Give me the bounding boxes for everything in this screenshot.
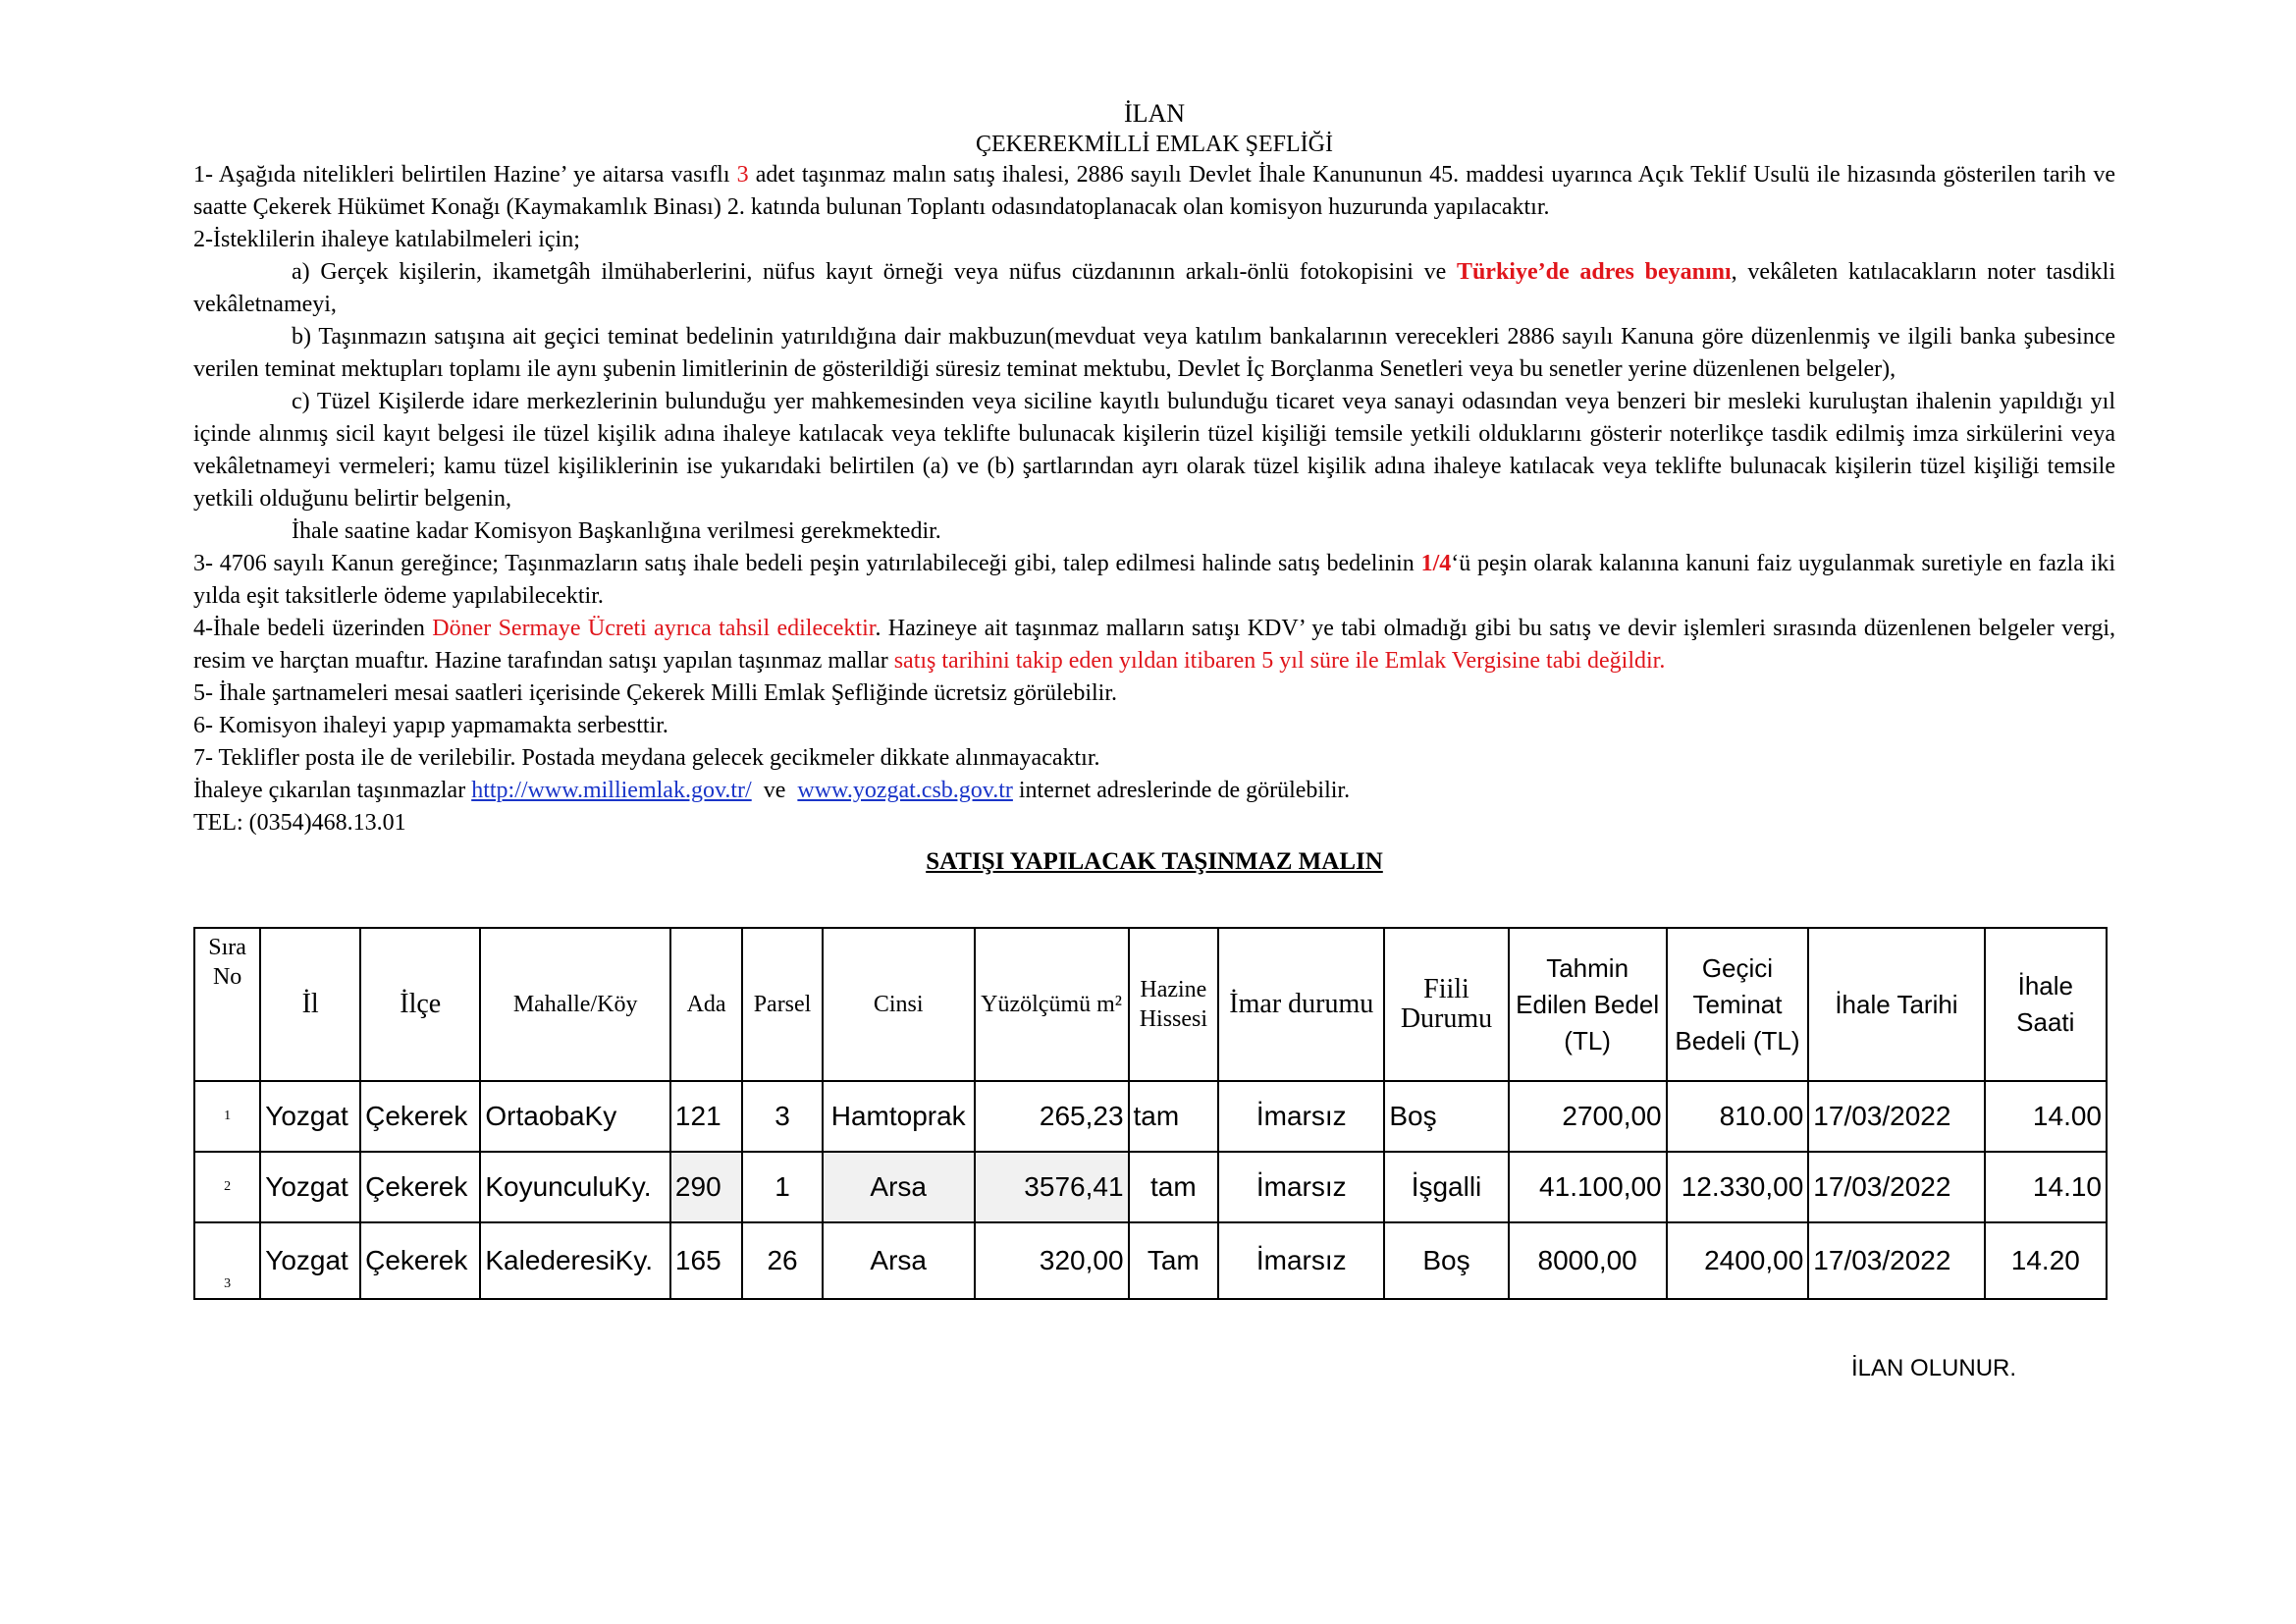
cell-saat: 14.10 [1985, 1152, 2107, 1222]
header-imar: İmar durumu [1218, 928, 1384, 1081]
row-number: 3 [194, 1222, 260, 1299]
cell-cinsi: Arsa [823, 1222, 975, 1299]
table-row [194, 1081, 2107, 1152]
header-yuzolcumu: Yüzölçümü m² [975, 928, 1129, 1081]
cell-imar: İmarsız [1218, 1081, 1384, 1152]
cell-ada: 121 [670, 1081, 742, 1152]
header-fiili: Fiili Durumu [1384, 928, 1508, 1081]
cell-tarih: 17/03/2022 [1808, 1081, 1984, 1152]
cell-ada: 290 [670, 1152, 742, 1222]
cell-tahmin: 2700,00 [1509, 1081, 1667, 1152]
cell-tarih: 17/03/2022 [1808, 1222, 1984, 1299]
row-number: 1 [194, 1081, 260, 1152]
clause-2-deadline: İhale saatine kadar Komisyon Başkanlığına verilmesi gerekmektedir. [292, 518, 941, 544]
cell-imar: İmarsız [1218, 1152, 1384, 1222]
cell-ilce: Çekerek [360, 1081, 480, 1152]
phone-line: TEL: (0354)468.13.01 [193, 810, 406, 836]
table-header-row [194, 928, 2107, 1081]
closing-statement: İLAN OLUNUR. [1851, 1355, 2017, 1381]
cell-gecici: 12.330,00 [1667, 1152, 1809, 1222]
cell-fiili: Boş [1384, 1081, 1508, 1152]
clause-2a-text: a) Gerçek kişilerin, ikametgâh ilmühaberlerini, nüfus kayıt örneği veya nüfus cüzdanının arkalı-önlü fotokopisini ve [292, 259, 1457, 285]
header-ada: Ada [670, 928, 742, 1081]
clause-2a-text-rest: , vekâleten katılacakların noter tasdikli vekâletnameyi, [193, 259, 2115, 317]
row-number: 2 [194, 1152, 260, 1222]
cell-gecici: 810.00 [1667, 1081, 1809, 1152]
clause-1-text-rest: adet taşınmaz malın satış ihalesi, 2886 sayılı Devlet İhale Kanununun 45. maddesi uyarınca Açık Teklif Usulü ile hizasında gösterilen tarih ve saatte Çekerek Hükümet Konağı (Kaymakamlık Binası) 2. katında bulunan Toplantı odasındatoplanacak olan komisyon huzurunda yapılacaktır. [193, 162, 2115, 220]
cell-hazine: tam [1129, 1081, 1219, 1152]
clause-1-text: 1- Aşağıda nitelikleri belirtilen Hazine’ ye aitarsa vasıflı [193, 162, 737, 188]
clause-2c: c) Tüzel Kişilerde idare merkezlerinin bulunduğu yer mahkemesinden veya siciline kayıtlı bulunduğu ticaret veya sanayi odasından veya benzeri bir mesleki kuruluştan ihalenin yapıldığı yıl içinde alınmış sicil kayıt belgesi ile tüzel kişilik adına ihaleye katılacak veya teklifte bulunacak kişilerin tüzel kişiliği temsile yetkili olduklarını gösterir noterlikçe tasdik edilmiş imza sirkülerini veya vekâletnameyi vermeleri; kamu tüzel kişiliklerinin ise yukarıdaki belirtilen (a) ve (b) şartlarından ayrı olarak tüzel kişilik adına ihaleye katılacak veya teklifte bulunacak kişilerin tüzel kişiliği temsile yetkili olduğunu belirtir belgenin, [193, 389, 2115, 512]
cell-cinsi: Arsa [823, 1152, 975, 1222]
cell-cinsi: Hamtoprak [823, 1081, 975, 1152]
header-gecici: Geçici Teminat Bedeli (TL) [1667, 928, 1809, 1081]
clause-4 [193, 613, 2115, 677]
clause-3 [193, 548, 2115, 613]
cell-mahalle: KoyunculuKy. [480, 1152, 670, 1222]
document-title: İLAN [1123, 99, 1186, 128]
cell-saat: 14.00 [1985, 1081, 2107, 1152]
clause-5: 5- İhale şartnameleri mesai saatleri içerisinde Çekerek Milli Emlak Şefliğinde ücretsiz görülebilir. [193, 680, 1118, 706]
cell-fiili: İşgalli [1384, 1152, 1508, 1222]
announcement-body [193, 98, 2115, 877]
installment-fraction: 1/4 [1420, 551, 1452, 576]
links-line-separator: ve [751, 778, 798, 803]
cell-yuzolcumu: 3576,41 [975, 1152, 1129, 1222]
header-mahalle: Mahalle/Köy [480, 928, 670, 1081]
cell-hazine: tam [1129, 1152, 1219, 1222]
table-row [194, 1152, 2107, 1222]
cell-ilce: Çekerek [360, 1152, 480, 1222]
clause-6: 6- Komisyon ihaleyi yapıp yapmamakta serbesttir. [193, 713, 668, 738]
header-saat: İhale Saati [1985, 928, 2107, 1081]
cell-fiili: Boş [1384, 1222, 1508, 1299]
cell-gecici: 2400,00 [1667, 1222, 1809, 1299]
header-hazine: Hazine Hissesi [1129, 928, 1219, 1081]
milliemlak-link[interactable]: http://www.milliemlak.gov.tr/ [471, 778, 752, 803]
clause-4-text-middle: . Hazineye ait taşınmaz malların satışı KDV’ ye tabi olmadığı gibi bu satış ve devir işlemleri sırasında düzenlenen belgeler vergi, resim ve harçtan muaftır. Hazine tarafından satışı yapılan taşınmaz mallar [193, 616, 2116, 674]
links-line-text-rest: internet adreslerinde de görülebilir. [1012, 778, 1351, 803]
header-tarih: İhale Tarihi [1808, 928, 1984, 1081]
clause-3-text-rest: ‘ü peşin olarak kalanına kanuni faiz uygulanmak suretiyle en fazla iki yılda eşit taksitlerle ödeme yapılabilecektir. [193, 551, 2115, 609]
clause-7: 7- Teklifler posta ile de verilebilir. Postada meydana gelecek gecikmeler dikkate alınmayacaktır. [193, 745, 1100, 771]
clause-2: 2-İsteklilerin ihaleye katılabilmeleri için; [193, 227, 580, 252]
parcel-count: 3 [736, 162, 749, 188]
cell-il: Yozgat [260, 1222, 360, 1299]
clause-3-text: 3- 4706 sayılı Kanun gereğince; Taşınmazların satış ihale bedeli peşin yatırılabileceği gibi, talep edilmesi halinde satış bedelinin [193, 551, 1421, 576]
cell-il: Yozgat [260, 1081, 360, 1152]
clause-2b: b) Taşınmazın satışına ait geçici teminat bedelinin yatırıldığına dair makbuzun(mevduat veya katılım bankalarının verecekleri 2886 sayılı Kanuna göre düzenlenmiş ve ilgili banka şubesince verilen teminat mektupları toplamı ile aynı şubenin limitlerinin de gösterildiği süresiz teminat mektubu, Devlet İç Borçlanma Senetleri veya bu senetler yerine düzenlenen belgeler), [193, 324, 2115, 382]
cell-ilce: Çekerek [360, 1222, 480, 1299]
cell-ada: 165 [670, 1222, 742, 1299]
header-tahmin: Tahmin Edilen Bedel (TL) [1509, 928, 1667, 1081]
document-subtitle: ÇEKEREKMİLLİ EMLAK ŞEFLİĞİ [976, 132, 1333, 157]
links-line [193, 775, 2115, 807]
table-row [194, 1222, 2107, 1299]
tax-exemption-notice: satış tarihini takip eden yıldan itibaren 5 yıl süre ile Emlak Vergisine tabi değildir. [893, 648, 1666, 674]
cell-parsel: 26 [742, 1222, 823, 1299]
links-line-text: İhaleye çıkarılan taşınmazlar [193, 778, 472, 803]
clause-2a [193, 256, 2115, 321]
yozgat-csb-link[interactable]: www.yozgat.csb.gov.tr [797, 778, 1013, 803]
clause-4-text: 4-İhale bedeli üzerinden [193, 616, 433, 641]
address-declaration-highlight: Türkiye’de adres beyanını [1456, 259, 1732, 285]
cell-tahmin: 41.100,00 [1509, 1152, 1667, 1222]
cell-parsel: 3 [742, 1081, 823, 1152]
header-cinsi: Cinsi [823, 928, 975, 1081]
fee-notice: Döner Sermaye Ücreti ayrıca tahsil edilecektir [432, 616, 876, 641]
property-table [193, 927, 2108, 1300]
header-il: İl [260, 928, 360, 1081]
cell-yuzolcumu: 320,00 [975, 1222, 1129, 1299]
header-ilce: İlçe [360, 928, 480, 1081]
clause-1 [193, 159, 2115, 224]
cell-il: Yozgat [260, 1152, 360, 1222]
table-title: SATIŞI YAPILACAK TAŞINMAZ MALIN [926, 848, 1383, 875]
cell-imar: İmarsız [1218, 1222, 1384, 1299]
header-sira: Sıra No [194, 928, 260, 1081]
cell-hazine: Tam [1129, 1222, 1219, 1299]
cell-yuzolcumu: 265,23 [975, 1081, 1129, 1152]
cell-mahalle: OrtaobaKy [480, 1081, 670, 1152]
cell-saat: 14.20 [1985, 1222, 2107, 1299]
cell-tahmin: 8000,00 [1509, 1222, 1667, 1299]
cell-parsel: 1 [742, 1152, 823, 1222]
cell-tarih: 17/03/2022 [1808, 1152, 1984, 1222]
header-parsel: Parsel [742, 928, 823, 1081]
cell-mahalle: KalederesiKy. [480, 1222, 670, 1299]
